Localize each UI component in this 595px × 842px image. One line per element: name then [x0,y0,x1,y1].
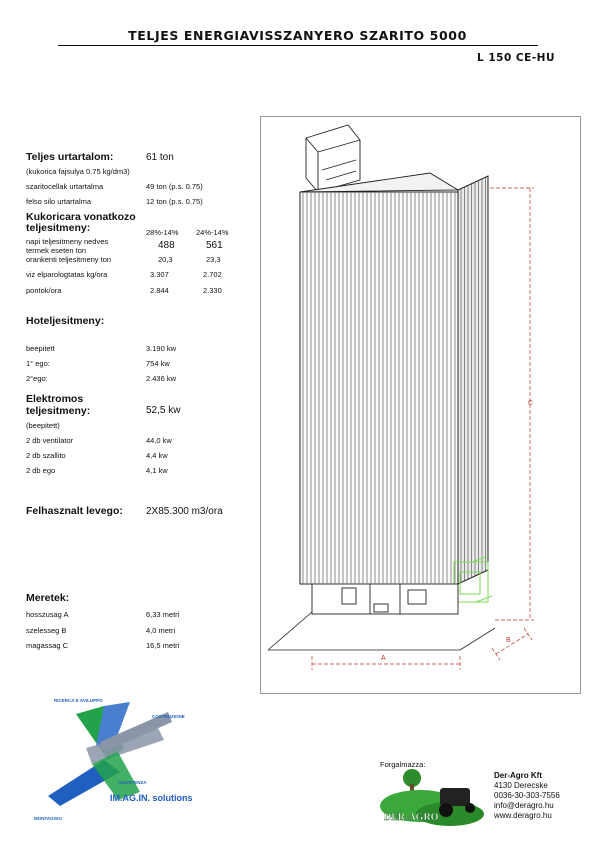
page-title: TELJES ENERGIAVISSZANYERO SZARITO 5000 [128,28,467,43]
performance-row-label: orankenti teljesitmeny ton [26,255,112,264]
electrical-row-value: 4,4 kw [146,451,168,460]
dimensions-heading: Meretek: [26,592,70,604]
capacity-note: (kukorica fajsulya 0.75 kg/dm3) [26,167,130,176]
capacity-row-value: 49 ton (p.s. 0.75) [146,182,203,191]
capacity-heading: Teljes urtartalom: [26,151,114,163]
capacity-row-value: 12 ton (p.s. 0.75) [146,197,203,206]
model-code: L 150 CE-HU [477,52,555,64]
performance-value-1: 488 [158,240,175,251]
dimension-row-label: hosszusag A [26,610,69,619]
performance-row-label-2: termek eseten ton [26,246,87,255]
distributor-label: Forgalmazza: [380,760,426,769]
dimension-row-value: 16,5 metri [146,641,180,650]
air-value: 2X85.300 m3/ora [146,506,223,517]
dimension-label-b: B [506,637,511,644]
electrical-heading: Elektromos [26,393,84,405]
performance-value-2: 2.702 [203,270,222,279]
capacity-row-label: szaritocellak urtartalma [26,182,104,191]
logo-assembly-text: MONTAGGIO [34,816,62,821]
electrical-heading-2: teljesitmeny: [26,405,91,417]
capacity-row-label: felso silo urtartalma [26,197,92,206]
performance-col-2: 24%-14% [196,228,229,237]
deragro-logo-text: DER-AGRO [384,812,439,823]
logo-assistance-text: ASSISTENZA [118,780,147,785]
thermal-row-label: 1° ego: [26,359,50,368]
thermal-row-value: 754 kw [146,359,170,368]
electrical-row-value: 4,1 kw [146,466,168,475]
performance-value-1: 3.307 [150,270,169,279]
performance-row-label: viz elparologtatas kg/ora [26,270,108,279]
performance-col-1: 28%-14% [146,228,179,237]
capacity-value: 61 ton [146,152,174,163]
thermal-row-label: 2°ego: [26,374,48,383]
electrical-row-label: 2 db ventilator [26,436,74,445]
dimension-row-label: szelesseg B [26,626,67,635]
imagin-name: IM.AG.IN. solutions [110,793,193,803]
performance-row-label: pontok/ora [26,286,62,295]
thermal-row-value: 3.190 kw [146,344,177,353]
performance-value-1: 20,3 [158,255,173,264]
performance-value-2: 23,3 [206,255,221,264]
company-name: Der-Agro Kft [494,771,542,780]
thermal-row-value: 2.436 kw [146,374,177,383]
performance-row-label: napi teljesitmeny nedves [26,237,109,246]
dimension-label-c: C [528,400,534,407]
thermal-heading: Hoteljesitmeny: [26,315,105,327]
dimension-row-label: magassag C [26,641,69,650]
company-phone: 0036-30-303-7556 [494,791,560,800]
logo-research-text: RICERCA E SVILUPPO [54,698,103,703]
company-email[interactable]: info@deragro.hu [494,801,554,810]
electrical-note: (beepitett) [26,421,60,430]
electrical-value: 52,5 kw [146,405,181,416]
electrical-row-label: 2 db szallito [26,451,66,460]
performance-value-1: 2.844 [150,286,169,295]
performance-heading-2: teljesitmeny: [26,222,91,234]
company-website[interactable]: www.deragro.hu [494,811,552,820]
dimension-row-value: 6,33 metri [146,610,180,619]
logo-construction-text: COSTRUZIONE [152,714,185,719]
performance-value-2: 2.330 [203,286,222,295]
air-heading: Felhasznalt levego: [26,505,123,517]
contact-block [494,771,560,821]
dimension-row-value: 4,0 metri [146,626,176,635]
performance-heading: Kukoricara vonatkozo [26,211,136,223]
dimension-label-a: A [381,655,386,662]
electrical-row-value: 44,0 kw [146,436,172,445]
electrical-row-label: 2 db ego [26,466,56,475]
thermal-row-label: beepitett [26,344,55,353]
performance-value-2: 561 [206,240,223,251]
company-address: 4130 Derecske [494,781,548,790]
